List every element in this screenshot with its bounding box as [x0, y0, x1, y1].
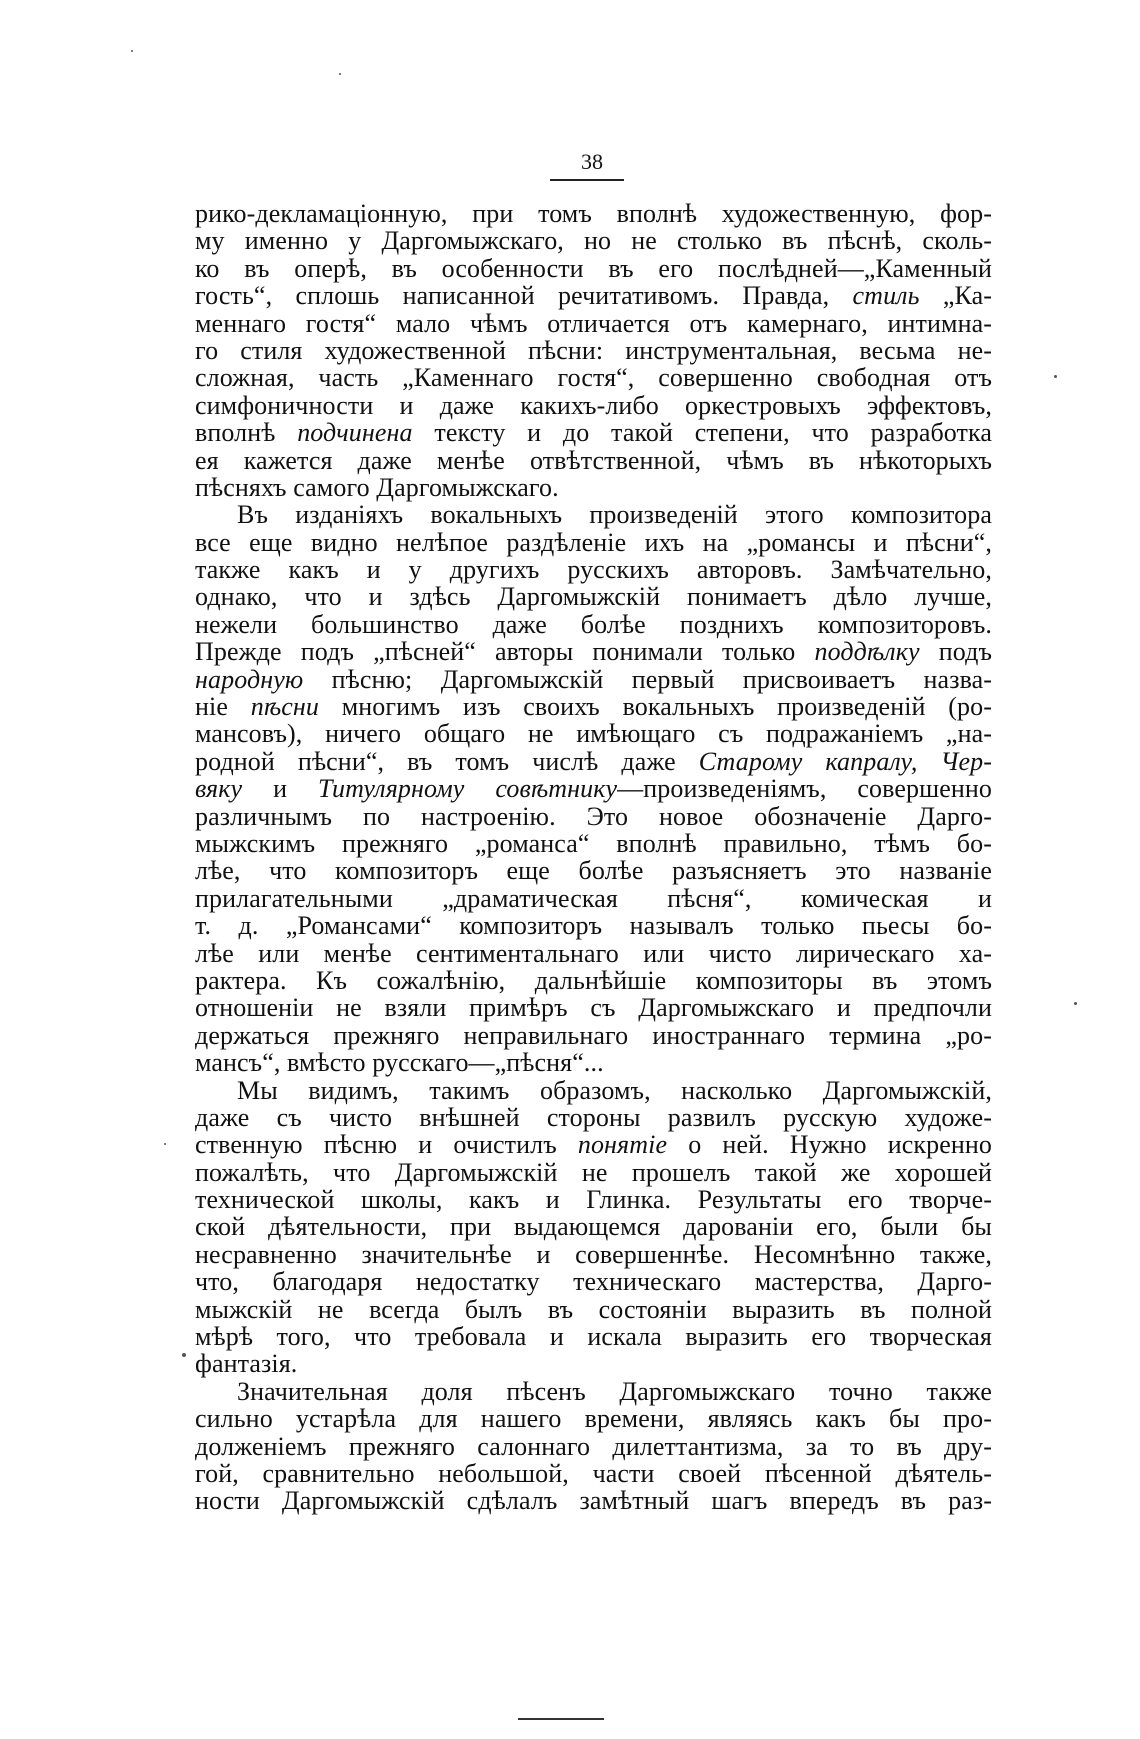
italic-run: стиль — [852, 281, 920, 311]
text-line: все еще видно нелѣпое раздѣленіе ихъ на „романсы и пѣсни“, — [195, 527, 992, 557]
text-line: также какъ и у другихъ русскихъ авторовъ. Замѣчательно, — [195, 555, 992, 585]
italic-run: народную — [195, 664, 304, 694]
text-run: вполнѣ — [195, 418, 298, 448]
text-line: даже съ чисто внѣшней стороны развилъ русскую художе- — [195, 1102, 992, 1132]
scan-speck — [182, 1353, 186, 1357]
paragraph-first-line: Мы видимъ, такимъ образомъ, насколько Даргомыжскій, — [237, 1075, 992, 1105]
text-line: ности Даргомыжскій сдѣлалъ замѣтный шагъ впередъ въ раз- — [195, 1486, 992, 1516]
scan-speck — [1074, 1002, 1077, 1005]
bottom-rule — [518, 1718, 604, 1720]
text-line: отношеніи не взяли примѣръ съ Даргомыжскаго и предпочли — [195, 993, 992, 1023]
text-line: т. д. „Романсами“ композиторъ называлъ только пьесы бо- — [195, 911, 992, 941]
text-run: родной пѣсни“, въ томъ числѣ даже — [195, 746, 699, 776]
text-run: тексту и до такой степени, что разработка — [412, 418, 992, 448]
text-line: прилагательными „драматическая пѣсня“, комическая и — [195, 883, 992, 913]
text-line: рактера. Къ сожалѣнію, дальнѣйшіе композиторы въ этомъ — [195, 965, 992, 995]
text-line — [195, 282, 992, 309]
text-run: подъ — [919, 637, 992, 667]
paragraph-first-line: Значительная доля пѣсенъ Даргомыжскаго точно также — [237, 1376, 992, 1406]
text-run: многимъ изъ своихъ вокальныхъ произведеній (ро- — [319, 692, 992, 722]
text-run: гость“, сплошь написанной речитативомъ. Правда, — [195, 281, 853, 311]
italic-run: понятіе — [577, 1130, 668, 1160]
text-run: ніе — [195, 692, 251, 722]
page-number-rule — [550, 179, 624, 181]
italic-run: вяку — [195, 774, 243, 804]
text-run: ственную пѣсню и очистилъ — [195, 1130, 578, 1160]
scan-speck — [131, 50, 133, 52]
text-line: мансовъ), ничего общаго не имѣющаго съ подражаніемъ „на- — [195, 719, 992, 749]
text-run: и — [242, 774, 319, 804]
paragraph-first-line: Въ изданіяхъ вокальныхъ произведеній этого композитора — [237, 500, 992, 530]
text-line: му именно у Даргомыжскаго, но не столько въ пѣснѣ, сколь- — [195, 226, 992, 256]
text-run: пѣсню; Даргомыжскій первый присвоиваетъ назва- — [303, 664, 992, 694]
page-number: 38 — [581, 149, 603, 174]
text-line: что, благодаря недостатку техническаго мастерства, Дарго- — [195, 1267, 992, 1297]
text-line — [195, 419, 992, 446]
text-line: однако, что и здѣсь Даргомыжскій понимаетъ дѣло лучше, — [195, 582, 992, 612]
text-line: сильно устарѣла для нашего времени, являясь какъ бы про- — [195, 1404, 992, 1434]
text-line: лѣе или менѣе сентиментальнаго или чисто лирическаго ха- — [195, 938, 992, 968]
text-line: нежели большинство даже болѣе позднихъ композиторовъ. — [195, 609, 992, 639]
text-line: ской дѣятельности, при выдающемся дарованіи его, были бы — [195, 1212, 992, 1242]
text-line: лѣе, что композиторъ еще болѣе разъясняетъ это названіе — [195, 856, 992, 886]
italic-run: Старому капралу, Чер- — [698, 746, 992, 776]
text-line: ко въ оперѣ, въ особенности въ его послѣдней—„Каменный — [195, 253, 992, 283]
text-line: ея кажется даже менѣе отвѣтственной, чѣмъ въ нѣкоторыхъ — [195, 445, 992, 475]
scan-speck — [164, 1143, 166, 1145]
text-line — [195, 775, 992, 802]
text-line: сложная, часть „Каменнаго гостя“, совершенно свободная отъ — [195, 363, 992, 393]
text-line: гой, сравнительно небольшой, части своей пѣсенной дѣятель- — [195, 1458, 992, 1488]
text-line: мыжскимъ прежняго „романса“ вполнѣ правильно, тѣмъ бо- — [195, 828, 992, 858]
text-line: симфоничности и даже какихъ-либо оркестровыхъ эффектовъ, — [195, 390, 992, 420]
text-line: пожалѣть, что Даргомыжскій не прошелъ такой же хорошей — [195, 1157, 992, 1187]
text-line — [195, 693, 992, 720]
text-line: рико-декламаціонную, при томъ вполнѣ художественную, фор- — [195, 199, 992, 228]
scan-speck — [1054, 375, 1057, 378]
text-line: мыжскій не всегда былъ въ состояніи выразить въ полной — [195, 1294, 992, 1324]
text-line: долженіемъ прежняго салоннаго дилеттантизма, за то въ дру- — [195, 1431, 992, 1461]
italic-run: подчинена — [297, 418, 413, 448]
text-run: о ней. Нужно искренно — [667, 1130, 992, 1160]
text-run: —произведеніямъ, совершенно — [617, 774, 992, 804]
text-line — [195, 666, 992, 693]
text-line: технической школы, какъ и Глинка. Результаты его творче- — [195, 1185, 992, 1215]
scan-speck — [339, 73, 341, 75]
text-line: фантазія. — [195, 1349, 298, 1379]
text-line: пѣсняхъ самого Даргомыжскаго. — [195, 472, 559, 502]
text-line: мѣрѣ того, что требовала и искала выразить его творческая — [195, 1322, 992, 1352]
text-run: „Ка- — [919, 281, 992, 311]
text-line: го стиля художественной пѣсни: инструментальная, весьма не- — [195, 335, 992, 365]
italic-run: Титулярному совѣтнику — [318, 774, 618, 804]
italic-run: пѣсни — [250, 692, 319, 722]
text-line: мансъ“, вмѣсто русскаго—„пѣсня“... — [195, 1048, 604, 1078]
text-line: различнымъ по настроенію. Это новое обозначеніе Дарго- — [195, 801, 992, 831]
italic-run: поддѣлку — [814, 637, 920, 667]
text-line — [195, 1131, 992, 1158]
text-line: несравненно значительнѣе и совершеннѣе. Несомнѣнно также, — [195, 1239, 992, 1269]
text-line: держаться прежняго неправильнаго иностраннаго термина „ро- — [195, 1020, 992, 1050]
text-line — [195, 638, 992, 665]
body-text — [195, 200, 992, 1515]
text-line — [195, 748, 992, 775]
text-run: Прежде подъ „пѣсней“ авторы понимали только — [195, 637, 815, 667]
text-line: меннаго гостя“ мало чѣмъ отличается отъ камернаго, интимна- — [195, 308, 992, 338]
